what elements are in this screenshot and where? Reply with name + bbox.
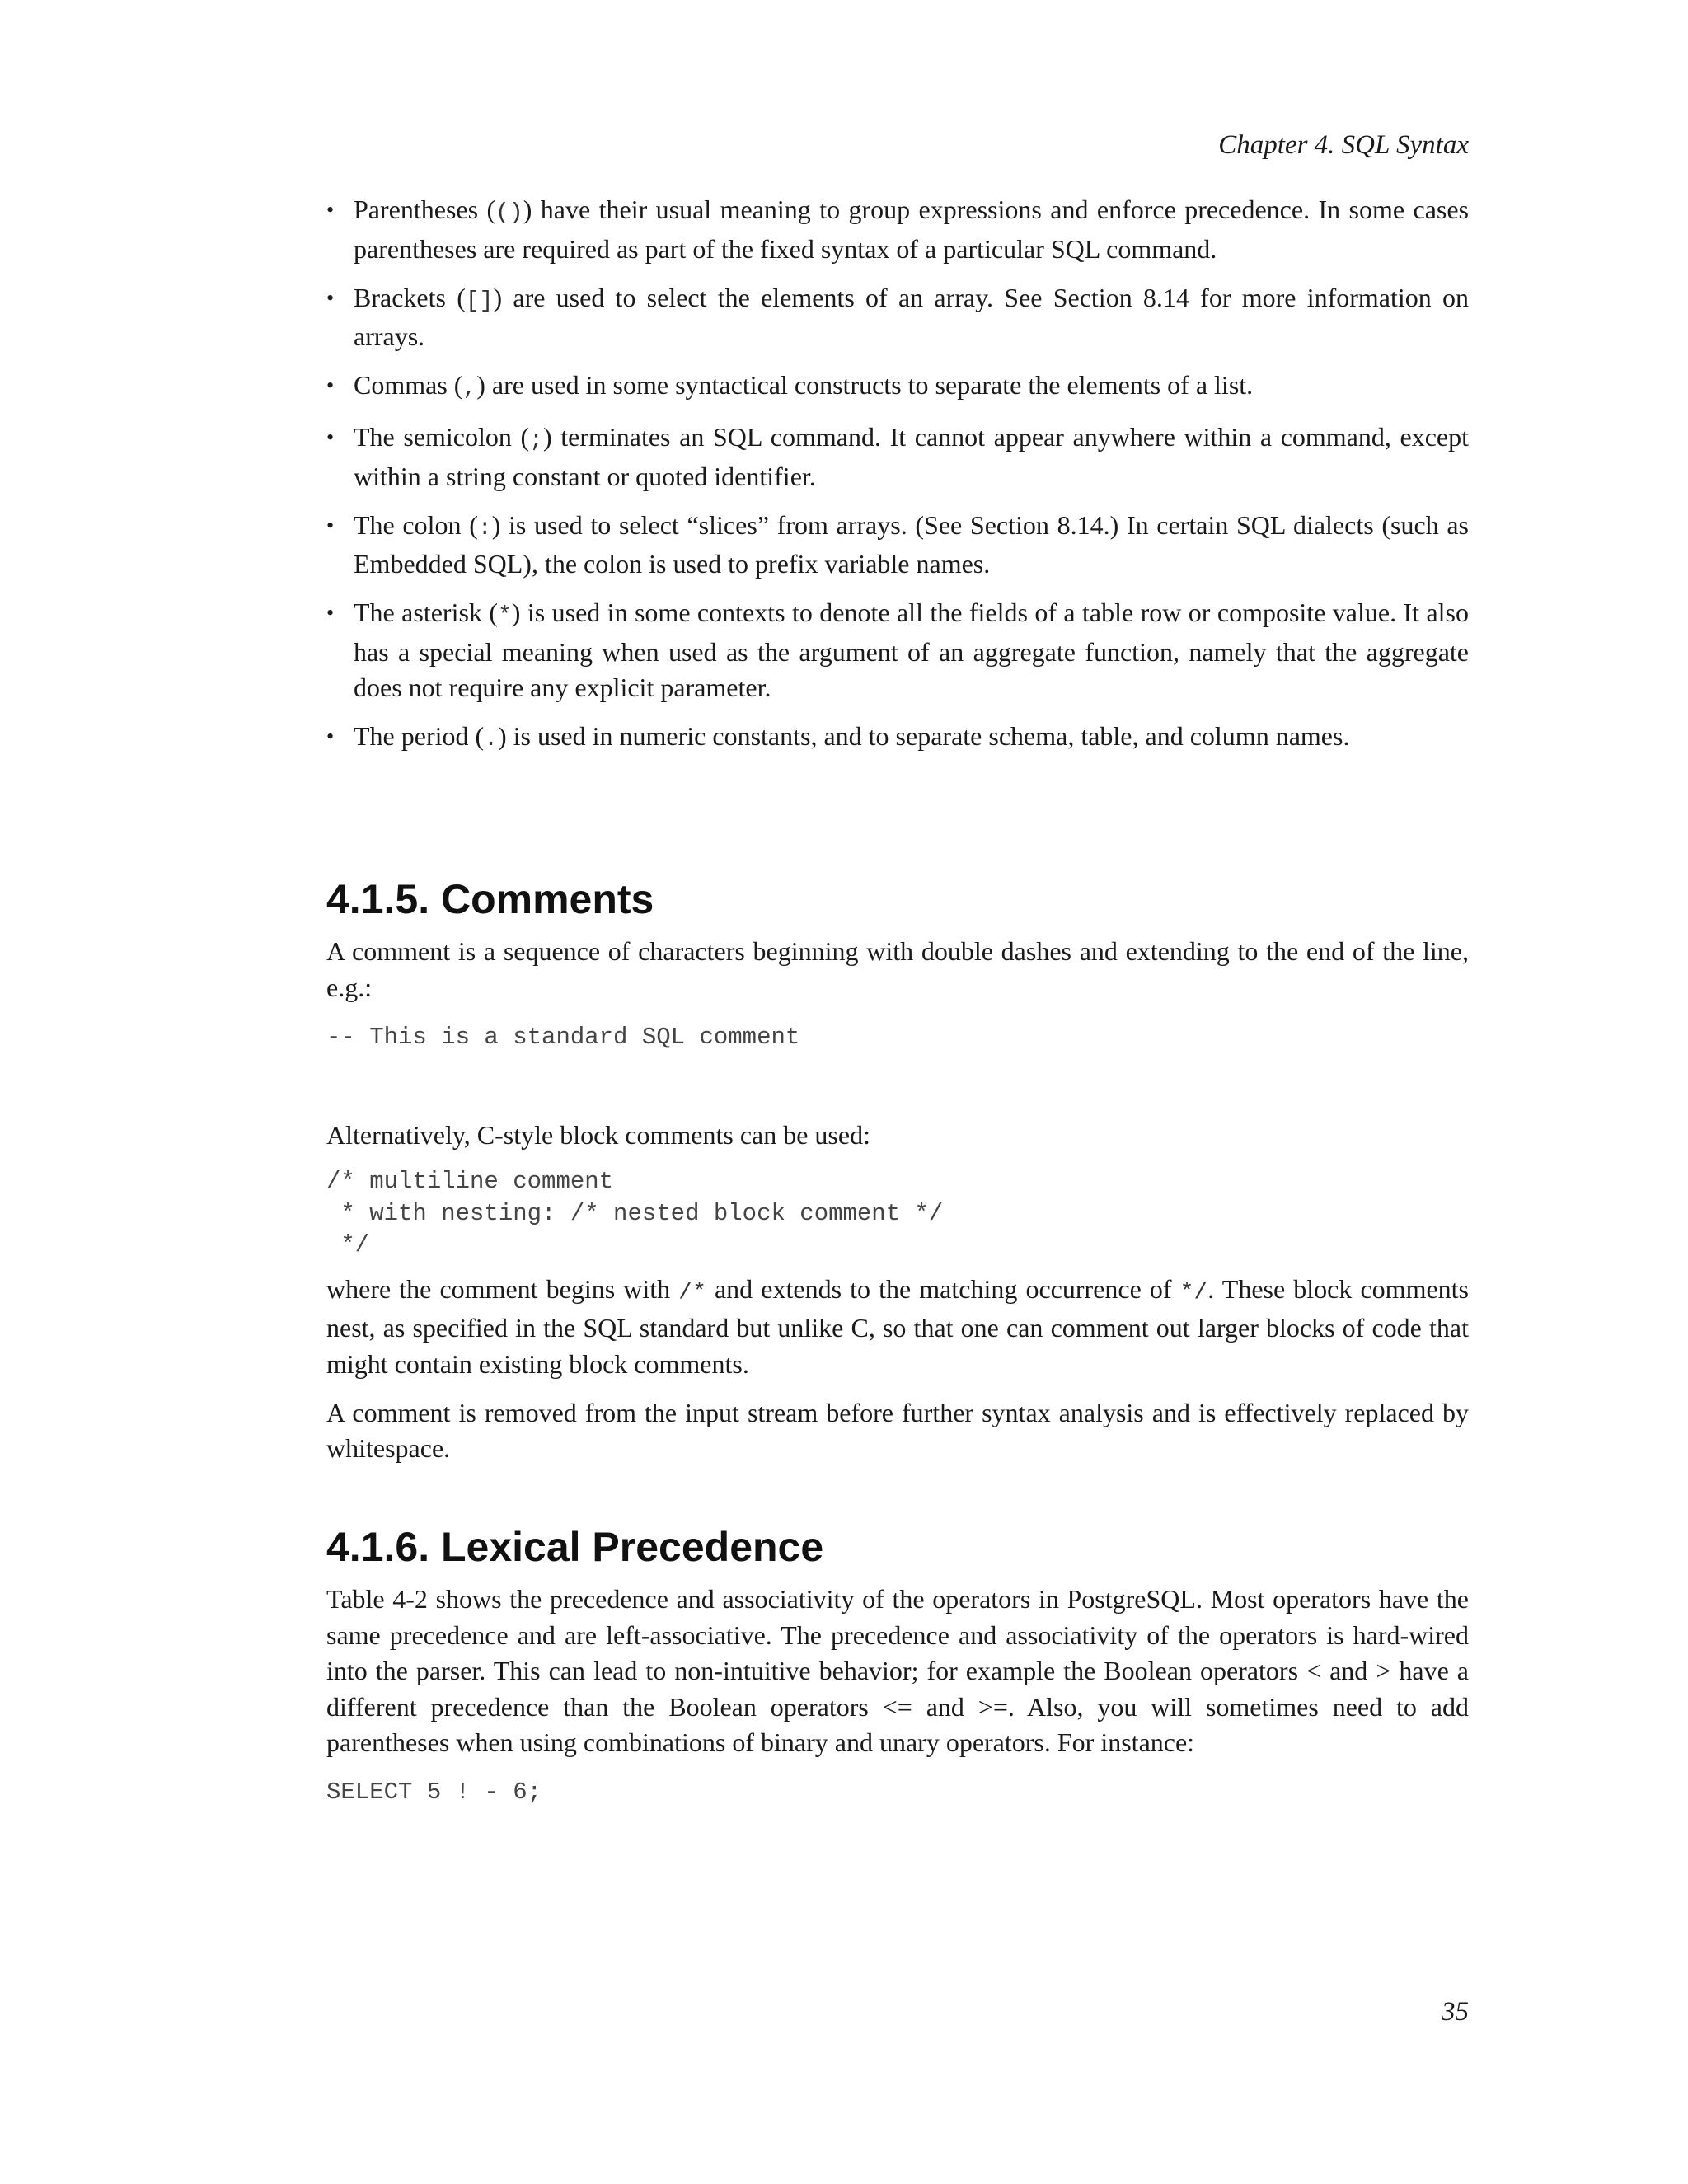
inline-code: , (462, 376, 477, 401)
punctuation-list (326, 192, 1469, 758)
bullet-text: Commas ( (354, 370, 463, 400)
list-item (326, 280, 1469, 355)
bullet-text: Brackets ( (354, 282, 466, 312)
precedence-paragraph: Table 4-2 shows the precedence and associativity of the operators in PostgreSQL. Most operators have the same precedence and are left-associative. The precedence and associativity of the operators is hard-wired into the parser. This can lead to non-intuitive behavior; for example the Boolean operators < and > have a different precedence than the Boolean operators <= and >=. Also, you will sometimes need to add parentheses when using combinations of binary and unary operators. For instance: (326, 1584, 1469, 1757)
bullet-text: ) terminates an SQL command. It cannot appear anywhere within a command, except within a string constant or quoted identifier. (354, 422, 1470, 491)
page-number: 35 (1442, 1997, 1469, 2027)
list-item (326, 192, 1469, 267)
inline-code: ; (529, 428, 543, 453)
inline-code: /* (678, 1279, 706, 1305)
inline-code: () (495, 200, 523, 226)
inline-code: : (477, 515, 492, 541)
list-item (326, 419, 1469, 494)
comments-nesting-paragraph: where the comment begins with /* and extends to the matching occurrence of */. These block comments nest, as specified in the SQL standard but unlike C, so that one can comment out larger blocks of code that might contain existing block comments. (326, 1273, 1470, 1379)
inline-code: */ (1179, 1279, 1208, 1305)
bullet-text: ) have their usual meaning to group expressions and enforce precedence. In some cases parentheses are required as part of the fixed syntax of a particular SQL command. (354, 194, 1470, 264)
bullet-text: ) are used to select the elements of an array. See Section 8.14 for more information on arrays. (354, 282, 1470, 351)
bullet-text: Parentheses ( (354, 194, 496, 224)
comments-intro: A comment is a sequence of characters beginning with double dashes and extending to the end of the line, e.g.: (326, 936, 1469, 1002)
bullet-text: The colon ( (354, 509, 478, 540)
bullet-text: ) is used in numeric constants, and to separate schema, table, and column names. (497, 721, 1350, 751)
bullet-text: The asterisk ( (354, 598, 498, 627)
comments-alternative: Alternatively, C-style block comments can be used: (326, 1120, 870, 1150)
section-heading-lexical-precedence: 4.1.6. Lexical Precedence (326, 1524, 824, 1570)
code-example-block-comment: /* multiline comment * with nesting: /* nested block comment */ */ (326, 1168, 944, 1258)
list-item (326, 368, 1469, 407)
bullet-text: The period ( (354, 721, 485, 751)
section-spacer (326, 771, 1469, 874)
bullet-text: The semicolon ( (354, 422, 530, 452)
inline-code: . (484, 727, 498, 752)
running-head: Chapter 4. SQL Syntax (1218, 130, 1469, 160)
inline-code: * (497, 603, 512, 629)
code-example-line-comment: -- This is a standard SQL comment (326, 1023, 800, 1051)
bullet-text: ) are used in some syntactical constructs to separate the elements of a list. (476, 370, 1254, 400)
section-heading-comments: 4.1.5. Comments (326, 876, 654, 922)
code-example-select: SELECT 5 ! - 6; (326, 1779, 542, 1806)
comments-removed-paragraph: A comment is removed from the input stream before further syntax analysis and is effectively replaced by whitespace. (326, 1397, 1469, 1463)
list-item (326, 595, 1469, 706)
list-item (326, 508, 1469, 583)
list-item (326, 719, 1469, 758)
bullet-text: ) is used in some contexts to denote all the fields of a table row or composite value. It also has a special meaning when used as the argument of an aggregate function, namely that the aggregate does not require any explicit parameter. (354, 598, 1470, 702)
inline-code: [] (465, 288, 494, 314)
page-content (326, 192, 1469, 1809)
bullet-text: ) is used to select “slices” from arrays. (See Section 8.14.) In certain SQL dialects (such as Embedded SQL), the colon is used to prefix variable names. (354, 509, 1470, 579)
